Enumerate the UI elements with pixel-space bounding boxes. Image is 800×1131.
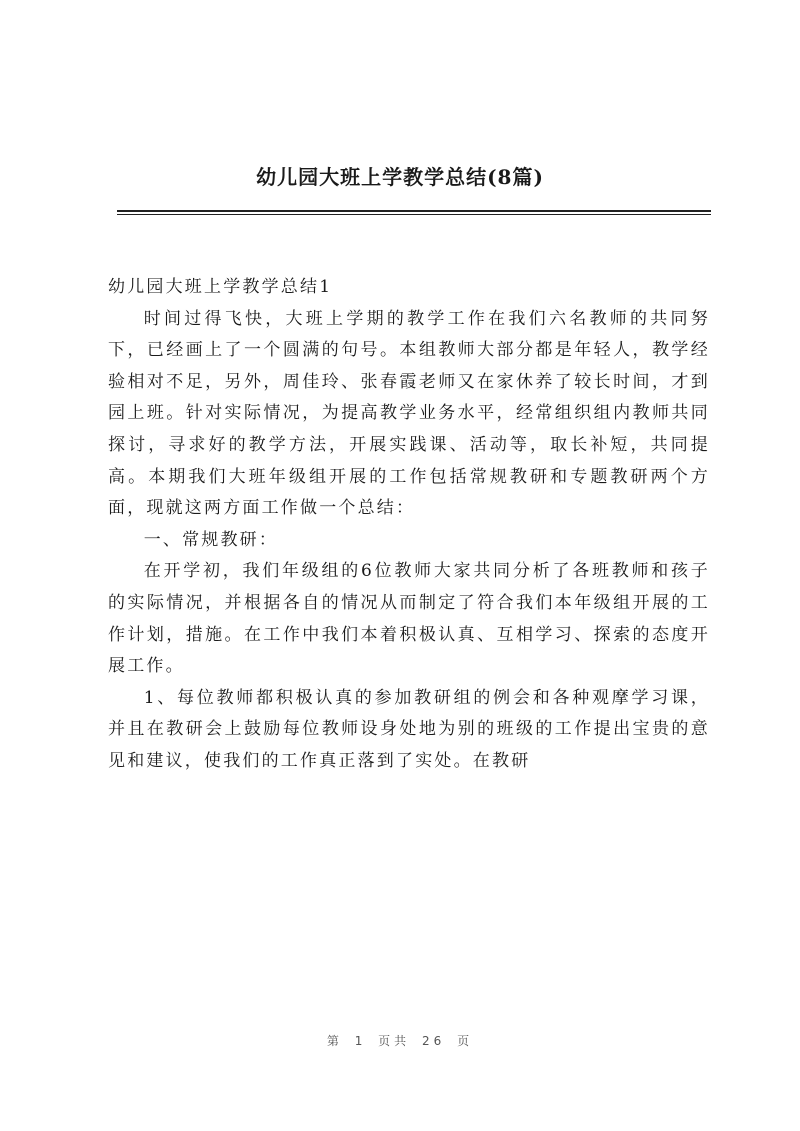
body-paragraph: 时间过得飞快，大班上学期的教学工作在我们六名教师的共同努下，已经画上了一个圆满的句号。本组教师大部分都是年轻人，教学经验相对不足，另外，周佳玲、张春霞老师又在家休养了较长时间，才到园上班。针对实际情况，为提高教学业务水平，经常组织组内教师共同探讨，寻求好的教学方法，开展实践课、活动等，取长补短，共同提高。本期我们大班年级组开展的工作包括常规教研和专题教研两个方面，现就这两方面工作做一个总结： (108, 308, 710, 519)
subheading-routine-research: 一、常规教研： (143, 529, 279, 550)
document-body (108, 272, 710, 778)
body-paragraph: 在开学初，我们年级组的6位教师大家共同分析了各班教师和孩子的实际情况，并根据各自的情况从而制定了符合我们本年级组开展的工作计划，措施。在工作中我们本着积极认真、互相学习、探索的态度开展工作。 (108, 561, 710, 677)
body-paragraph: 1、每位教师都积极认真的参加教研组的例会和各种观摩学习课，并且在教研会上鼓励每位教师设身处地为别的班级的工作提出宝贵的意见和建议，使我们的工作真正落到了实处。在教研 (108, 687, 710, 771)
page-number: 1 (354, 1034, 367, 1048)
page-footer (0, 1032, 800, 1049)
page-total: 26 (422, 1034, 446, 1048)
document-title: 幼儿园大班上学教学总结(8篇) (256, 165, 544, 189)
title-divider (117, 210, 711, 215)
footer-suffix: 页 (457, 1034, 474, 1048)
section-heading: 幼儿园大班上学教学总结1 (108, 277, 333, 297)
footer-middle: 页共 (378, 1034, 411, 1048)
footer-prefix: 第 (326, 1034, 343, 1048)
